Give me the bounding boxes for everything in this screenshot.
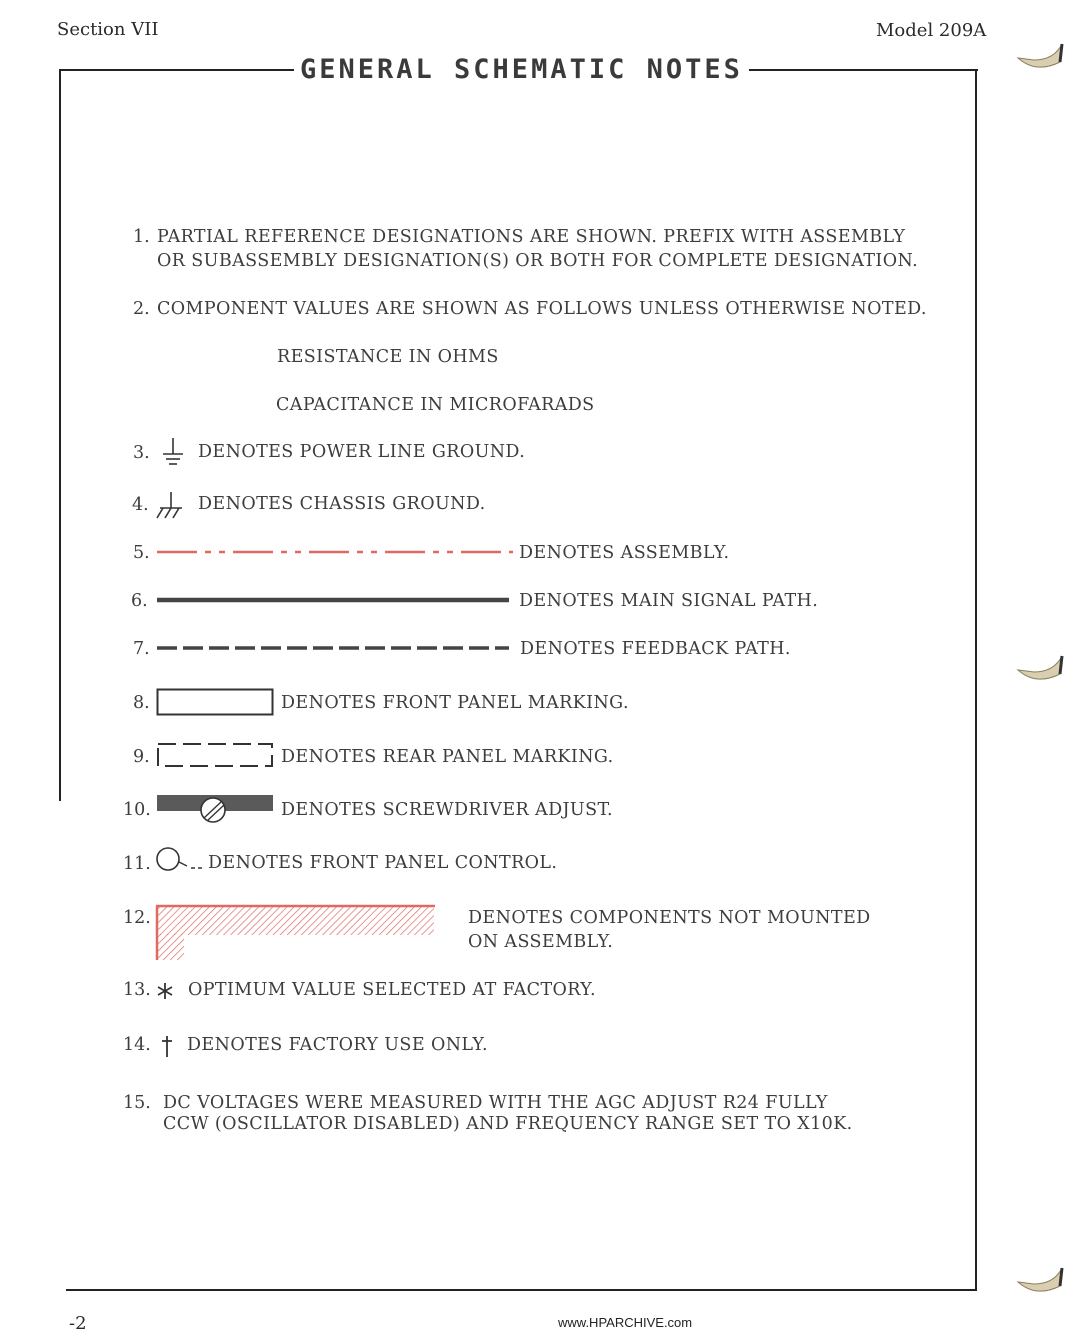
frame-left-rule (59, 69, 61, 801)
note-number: 4. (132, 495, 149, 515)
note-text: DENOTES CHASSIS GROUND. (198, 494, 486, 514)
note-text: DENOTES COMPONENTS NOT MOUNTED (468, 908, 871, 928)
hatch-symbol (155, 904, 437, 962)
footer-site: www.HPARCHIVE.com (558, 1315, 693, 1330)
note-number: 9. (133, 747, 150, 767)
note-number: 14. (123, 1035, 151, 1055)
note-number: 3. (133, 443, 150, 463)
main-signal-line (157, 594, 509, 606)
note-number: 15. (123, 1093, 151, 1113)
note-text: DENOTES ASSEMBLY. (519, 543, 730, 563)
note-text: DENOTES REAR PANEL MARKING. (281, 747, 614, 767)
note-text: ON ASSEMBLY. (468, 932, 614, 952)
note-text: DENOTES FACTORY USE ONLY. (187, 1035, 488, 1055)
page-number: -2 (69, 1313, 87, 1334)
note-text: DC VOLTAGES WERE MEASURED WITH THE AGC ADJUST R24 FULLY (163, 1093, 828, 1113)
front-panel-box (156, 688, 274, 716)
note-text: PARTIAL REFERENCE DESIGNATIONS ARE SHOWN. PREFIX WITH ASSEMBLY (157, 227, 906, 247)
binder-tab-icon (1016, 1264, 1068, 1294)
note-text: DENOTES SCREWDRIVER ADJUST. (281, 800, 613, 820)
frame-right-rule (975, 69, 977, 1291)
chassis-ground-icon (154, 490, 184, 520)
model-label: Model 209A (876, 20, 987, 41)
screwdriver-icon (156, 794, 276, 826)
note-subtext: CAPACITANCE IN MICROFARADS (276, 395, 595, 415)
note-number: 5. (133, 543, 150, 563)
panel-control-icon (155, 846, 207, 874)
note-text: DENOTES FRONT PANEL CONTROL. (208, 853, 558, 873)
note-number: 2. (133, 299, 150, 319)
note-text: COMPONENT VALUES ARE SHOWN AS FOLLOWS UNLESS OTHERWISE NOTED. (157, 299, 927, 319)
note-number: 13. (123, 980, 151, 1000)
frame-bottom-rule (66, 1289, 977, 1291)
note-text: DENOTES MAIN SIGNAL PATH. (519, 591, 819, 611)
note-number: 10. (123, 800, 151, 820)
power-ground-icon (160, 436, 186, 468)
assembly-line (157, 546, 513, 558)
note-text: DENOTES FRONT PANEL MARKING. (281, 693, 629, 713)
note-subtext: RESISTANCE IN OHMS (277, 347, 499, 367)
note-number: 12. (123, 908, 151, 928)
binder-tab-icon (1016, 40, 1068, 70)
note-text: DENOTES FEEDBACK PATH. (520, 639, 791, 659)
feedback-line (157, 642, 509, 654)
note-text: OPTIMUM VALUE SELECTED AT FACTORY. (188, 980, 596, 1000)
binder-tab-icon (1016, 652, 1068, 682)
note-text: DENOTES POWER LINE GROUND. (198, 442, 526, 462)
page-title: GENERAL SCHEMATIC NOTES (294, 54, 749, 85)
note-number: 6. (131, 591, 148, 611)
note-text: OR SUBASSEMBLY DESIGNATION(S) OR BOTH FOR COMPLETE DESIGNATION. (157, 251, 919, 271)
note-text: CCW (OSCILLATOR DISABLED) AND FREQUENCY RANGE SET TO X10K. (163, 1114, 853, 1134)
asterisk-icon (155, 981, 175, 1001)
note-number: 7. (133, 639, 150, 659)
note-number: 11. (123, 854, 151, 874)
note-number: 1. (133, 227, 150, 247)
note-number: 8. (133, 693, 150, 713)
rear-panel-box (156, 742, 276, 768)
section-label: Section VII (57, 19, 159, 40)
dagger-icon (159, 1034, 175, 1058)
